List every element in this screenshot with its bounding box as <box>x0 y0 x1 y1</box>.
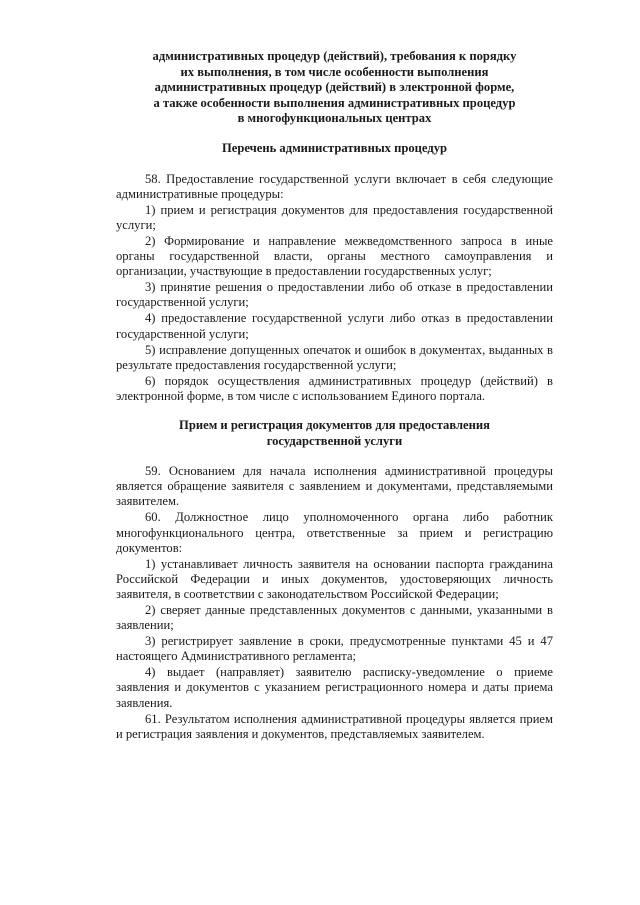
heading-reception-registration <box>116 418 553 449</box>
list-item-6: 6) порядок осуществления административных процедур (действий) в электронной форме, в том числе с использованием Единого портала. <box>116 373 553 403</box>
heading-line: их выполнения, в том числе особенности выполнения <box>180 64 489 79</box>
list-item-4: 4) предоставление государственной услуги либо отказ в предоставлении государственной услуги; <box>116 311 553 341</box>
paragraph-60: 60. Должностное лицо уполномоченного органа либо работник многофункционального центра, ответственные за прием и регистрацию документов: <box>116 510 553 555</box>
list-item-4: 4) выдает (направляет) заявителю расписку-уведомление о приеме заявления и документов с указанием регистрационного номера и даты приема заявления. <box>116 665 553 710</box>
list-item-1: 1) прием и регистрация документов для предоставления государственной услуги; <box>116 202 553 232</box>
list-item-3: 3) регистрирует заявление в сроки, предусмотренные пунктами 45 и 47 настоящего Административного регламента; <box>116 634 553 664</box>
heading-line: а также особенности выполнения административных процедур <box>153 95 516 110</box>
heading-procedures-list <box>116 141 553 157</box>
heading-line: Перечень административных процедур <box>221 140 448 155</box>
heading-line: административных процедур (действий) в электронной форме, <box>154 80 515 95</box>
list-item-1: 1) устанавливает личность заявителя на основании паспорта гражданина Российской Федерации и иных документов, удостоверяющих личность заявителя, в соответствии с законодательством Российской Федерации; <box>116 556 553 601</box>
list-item-2: 2) Формирование и направление межведомственного запроса в иные органы государственной власти, органы местного самоуправления и организации, участвующие в предоставлении государственных услуг; <box>116 233 553 279</box>
list-item-5: 5) исправление допущенных опечаток и ошибок в документах, выданных в результате предоставления государственной услуги; <box>116 342 553 372</box>
paragraph-61: 61. Результатом исполнения административной процедуры является прием и регистрация заявления и документов, представляемых заявителем. <box>116 711 553 741</box>
list-item-2: 2) сверяет данные представленных документов с данными, указанными в заявлении; <box>116 603 553 633</box>
heading-line: административных процедур (действий), требования к порядку <box>152 49 517 63</box>
paragraph-59: 59. Основанием для начала исполнения административной процедуры является обращение заявителя с заявлением и документами, представляемыми заявителем. <box>116 464 553 509</box>
paragraph-58: 58. Предоставление государственной услуги включает в себя следующие административные процедуры: <box>116 171 553 201</box>
heading-line: Прием и регистрация документов для предоставления <box>179 417 490 432</box>
list-item-3: 3) принятие решения о предоставлении либо об отказе в предоставлении государственной услуги; <box>116 280 553 310</box>
heading-line: государственной услуги <box>266 433 403 448</box>
section-heading-main <box>116 49 553 127</box>
heading-line: в многофункциональных центрах <box>237 111 432 126</box>
